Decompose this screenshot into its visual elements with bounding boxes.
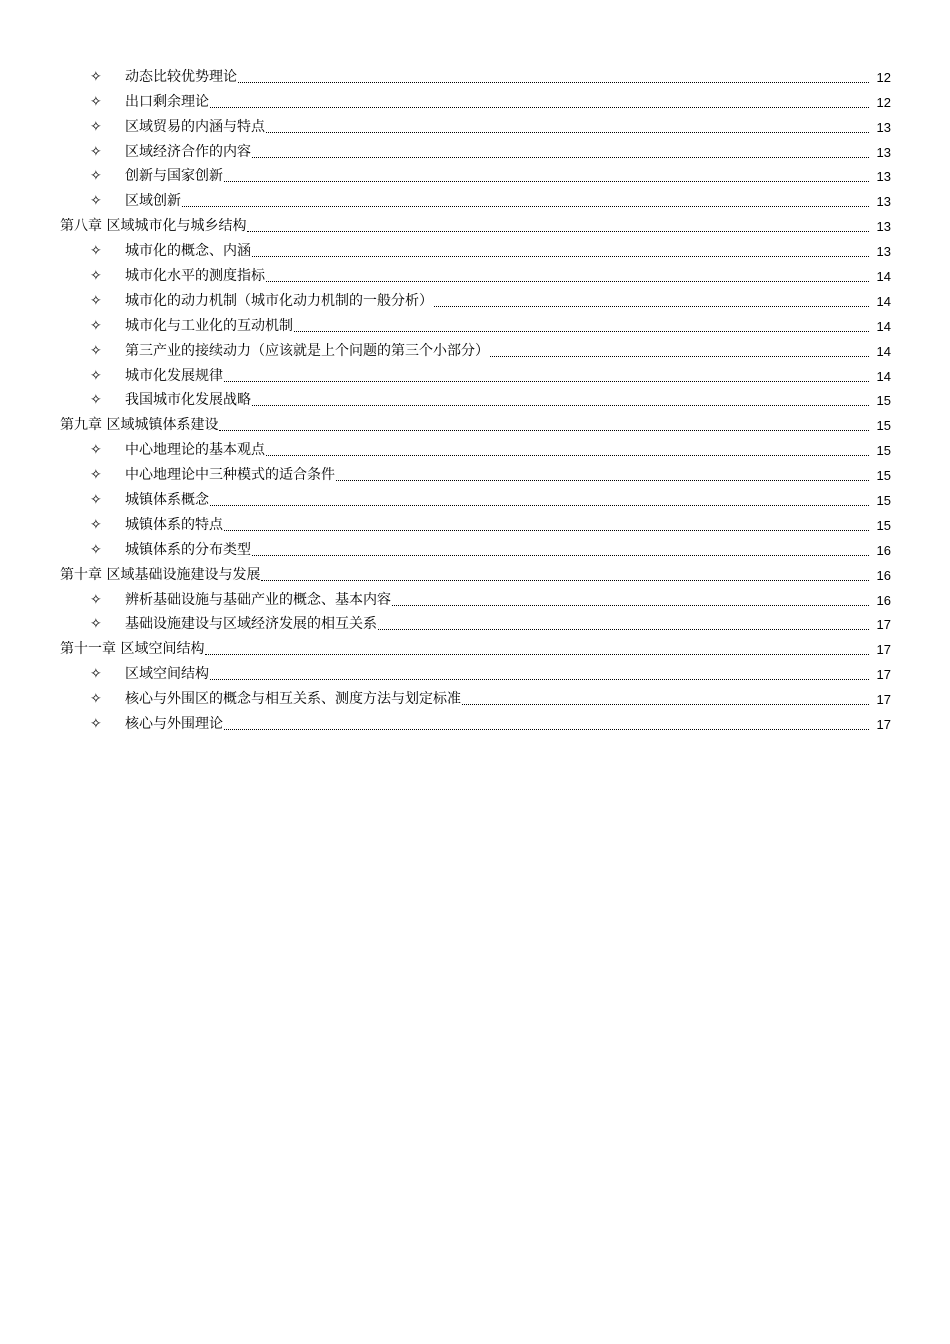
toc-entry-label: 我国城市化发展战略 (125, 392, 251, 409)
dot-leader (210, 504, 869, 506)
toc-entry-label: 第十章 区域基础设施建设与发展 (60, 566, 261, 583)
diamond-bullet-icon: ✧ (90, 442, 102, 459)
toc-page-number: 15 (876, 468, 891, 484)
toc-entry-label: 区域贸易的内涵与特点 (125, 118, 265, 135)
toc-section-entry[interactable] (0, 509, 950, 534)
toc-entry-label: 城市化的概念、内涵 (125, 243, 251, 260)
diamond-bullet-icon: ✧ (90, 616, 102, 633)
toc-entry-label: 区域经济合作的内容 (125, 143, 251, 160)
diamond-bullet-icon: ✧ (90, 492, 102, 509)
toc-section-entry[interactable] (0, 434, 950, 459)
diamond-bullet-icon: ✧ (90, 591, 102, 608)
toc-entry-label: 城镇体系的分布类型 (125, 541, 251, 558)
toc-page-number: 16 (876, 592, 891, 608)
toc-entry-label: 中心地理论的基本观点 (125, 442, 265, 459)
toc-section-entry[interactable] (0, 683, 950, 708)
toc-section-entry[interactable] (0, 484, 950, 509)
dot-leader (252, 255, 869, 257)
toc-page-number: 13 (876, 219, 891, 235)
diamond-bullet-icon: ✧ (90, 541, 102, 558)
toc-section-entry[interactable] (0, 185, 950, 210)
toc-page-number: 14 (876, 293, 891, 309)
dot-leader (224, 728, 869, 730)
dot-leader (252, 554, 869, 556)
diamond-bullet-icon: ✧ (90, 93, 102, 110)
diamond-bullet-icon: ✧ (90, 68, 102, 85)
toc-page-number: 16 (876, 542, 891, 558)
toc-section-entry[interactable] (0, 385, 950, 410)
toc-entry-label: 第三产业的接续动力（应该就是上个问题的第三个小部分） (125, 342, 489, 359)
toc-section-entry[interactable] (0, 111, 950, 136)
dot-leader (261, 579, 869, 581)
toc-page-number: 14 (876, 318, 891, 334)
toc-page-number: 17 (876, 717, 891, 733)
diamond-bullet-icon: ✧ (90, 716, 102, 733)
toc-entry-label: 动态比较优势理论 (125, 68, 237, 85)
dot-leader (224, 180, 869, 182)
toc-section-entry[interactable] (0, 161, 950, 186)
toc-section-entry[interactable] (0, 310, 950, 335)
toc-page-number: 14 (876, 368, 891, 384)
diamond-bullet-icon: ✧ (90, 666, 102, 683)
toc-chapter-entry[interactable] (0, 559, 950, 584)
dot-leader (210, 106, 869, 108)
dot-leader (336, 479, 869, 481)
toc-page-number: 13 (876, 144, 891, 160)
toc-page-number: 13 (876, 169, 891, 185)
diamond-bullet-icon: ✧ (90, 168, 102, 185)
toc-page-number: 13 (876, 194, 891, 210)
toc-entry-label: 创新与国家创新 (125, 168, 223, 185)
toc-section-entry[interactable] (0, 335, 950, 360)
dot-leader (238, 81, 869, 83)
dot-leader (210, 678, 869, 680)
toc-entry-label: 区域创新 (125, 193, 181, 210)
toc-page-number: 15 (876, 443, 891, 459)
toc-section-entry[interactable] (0, 136, 950, 161)
toc-page-number: 14 (876, 269, 891, 285)
toc-page-number: 12 (876, 69, 891, 85)
dot-leader (392, 604, 869, 606)
toc-page-number: 14 (876, 343, 891, 359)
dot-leader (224, 529, 869, 531)
toc-page-number: 13 (876, 119, 891, 135)
dot-leader (224, 380, 869, 382)
toc-page-number: 17 (876, 692, 891, 708)
toc-page-number: 15 (876, 517, 891, 533)
toc-section-entry[interactable] (0, 534, 950, 559)
dot-leader (434, 305, 869, 307)
toc-entry-label: 城镇体系的特点 (125, 516, 223, 533)
diamond-bullet-icon: ✧ (90, 243, 102, 260)
dot-leader (182, 205, 869, 207)
toc-section-entry[interactable] (0, 658, 950, 683)
toc-page-number: 16 (876, 567, 891, 583)
toc-section-entry[interactable] (0, 360, 950, 385)
dot-leader (205, 653, 869, 655)
diamond-bullet-icon: ✧ (90, 143, 102, 160)
toc-entry-label: 基础设施建设与区域经济发展的相互关系 (125, 616, 377, 633)
dot-leader (266, 131, 869, 133)
diamond-bullet-icon: ✧ (90, 467, 102, 484)
dot-leader (378, 628, 869, 630)
diamond-bullet-icon: ✧ (90, 268, 102, 285)
toc-entry-label: 第十一章 区域空间结构 (60, 641, 205, 658)
dot-leader (247, 230, 869, 232)
diamond-bullet-icon: ✧ (90, 392, 102, 409)
diamond-bullet-icon: ✧ (90, 691, 102, 708)
toc-entry-label: 第八章 区域城市化与城乡结构 (60, 218, 247, 235)
toc-section-entry[interactable] (0, 708, 950, 733)
toc-section-entry[interactable] (0, 459, 950, 484)
diamond-bullet-icon: ✧ (90, 342, 102, 359)
diamond-bullet-icon: ✧ (90, 118, 102, 135)
toc-entry-label: 城市化与工业化的互动机制 (125, 317, 293, 334)
diamond-bullet-icon: ✧ (90, 516, 102, 533)
toc-page-number: 17 (876, 667, 891, 683)
toc-entry-label: 区域空间结构 (125, 666, 209, 683)
toc-chapter-entry[interactable] (0, 633, 950, 658)
dot-leader (490, 355, 869, 357)
diamond-bullet-icon: ✧ (90, 317, 102, 334)
toc-entry-label: 核心与外围理论 (125, 716, 223, 733)
toc-section-entry[interactable] (0, 260, 950, 285)
dot-leader (252, 404, 869, 406)
toc-page-number: 15 (876, 393, 891, 409)
toc-entry-label: 城市化的动力机制（城市化动力机制的一般分析） (125, 292, 433, 309)
toc-entry-label: 第九章 区域城镇体系建设 (60, 417, 219, 434)
toc-section-entry[interactable] (0, 609, 950, 634)
dot-leader (266, 280, 869, 282)
toc-section-entry[interactable] (0, 584, 950, 609)
diamond-bullet-icon: ✧ (90, 292, 102, 309)
toc-page-number: 15 (876, 418, 891, 434)
toc-page-number: 13 (876, 244, 891, 260)
toc-section-entry[interactable] (0, 61, 950, 86)
dot-leader (294, 330, 869, 332)
table-of-contents (0, 61, 950, 733)
toc-entry-label: 辨析基础设施与基础产业的概念、基本内容 (125, 591, 391, 608)
toc-page-number: 15 (876, 493, 891, 509)
diamond-bullet-icon: ✧ (90, 367, 102, 384)
dot-leader (462, 703, 869, 705)
toc-section-entry[interactable] (0, 235, 950, 260)
toc-page-number: 12 (876, 94, 891, 110)
toc-entry-label: 城镇体系概念 (125, 492, 209, 509)
toc-chapter-entry[interactable] (0, 409, 950, 434)
toc-section-entry[interactable] (0, 285, 950, 310)
toc-entry-label: 城市化发展规律 (125, 367, 223, 384)
toc-entry-label: 出口剩余理论 (125, 93, 209, 110)
toc-page-number: 17 (876, 617, 891, 633)
dot-leader (266, 454, 869, 456)
toc-chapter-entry[interactable] (0, 210, 950, 235)
dot-leader (252, 156, 869, 158)
toc-entry-label: 核心与外围区的概念与相互关系、测度方法与划定标准 (125, 691, 461, 708)
dot-leader (219, 429, 869, 431)
toc-entry-label: 中心地理论中三种模式的适合条件 (125, 467, 335, 484)
toc-page-number: 17 (876, 642, 891, 658)
toc-entry-label: 城市化水平的测度指标 (125, 268, 265, 285)
diamond-bullet-icon: ✧ (90, 193, 102, 210)
toc-section-entry[interactable] (0, 86, 950, 111)
